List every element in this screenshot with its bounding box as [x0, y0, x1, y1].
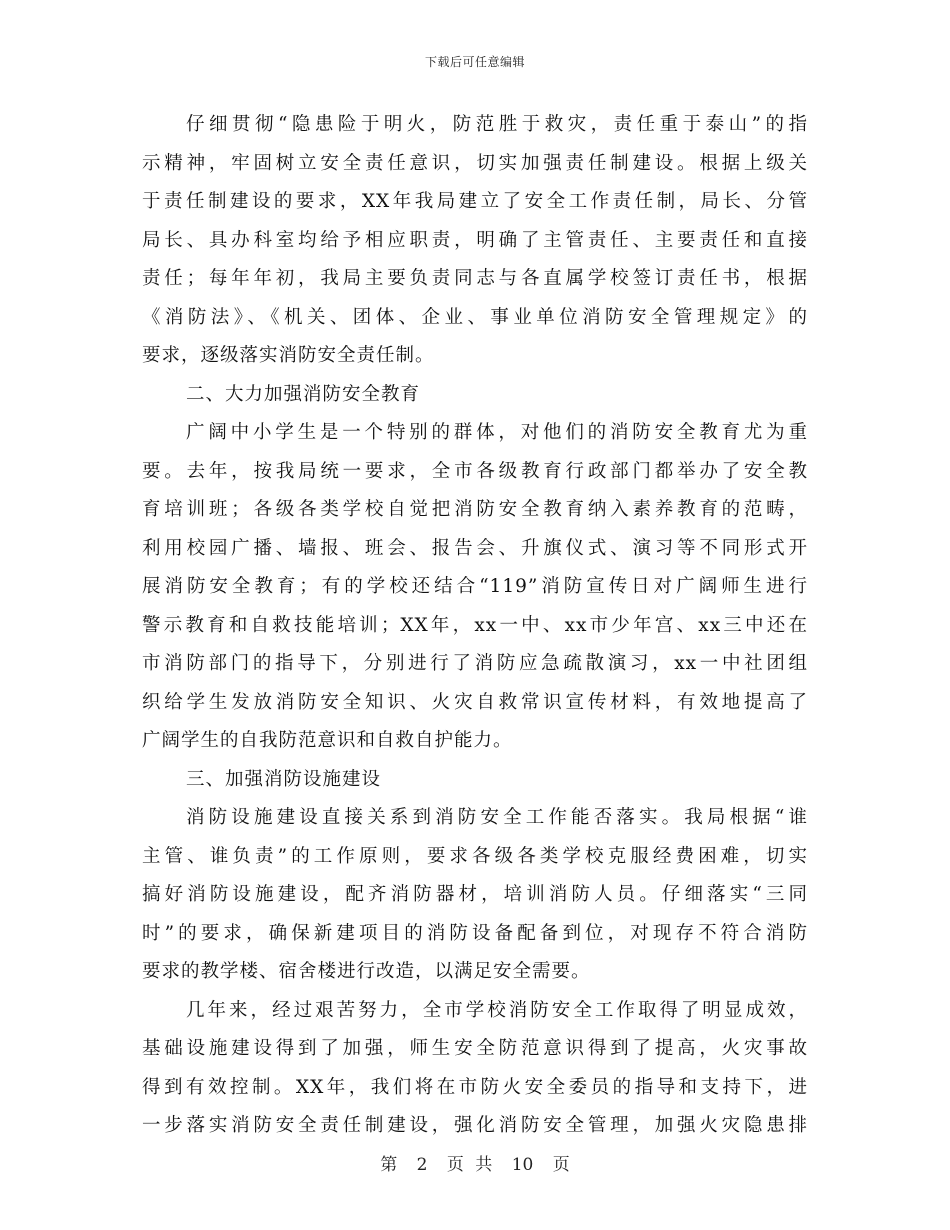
paragraph-line: 仔细贯彻“隐患险于明火，防范胜于救灾，责任重于泰山”的指 [186, 114, 808, 135]
paragraph-line: 要求，逐级落实消防安全责任制。 [142, 345, 435, 366]
paragraph-line: 主管、谁负责”的工作原则，要求各级各类学校克服经费困难，切实 [142, 845, 808, 867]
section-heading: 二、大力加强消防安全教育 [186, 383, 421, 405]
paragraph-line: 搞好消防设施建设，配齐消防器材，培训消防人员。仔细落实“三同 [142, 884, 808, 905]
current-page-number: 2 [416, 1155, 428, 1175]
paragraph-line: 展消防安全教育；有的学校还结合“119”消防宣传日对广阔师生进行 [142, 576, 808, 597]
footer-prefix: 第 [380, 1155, 398, 1175]
page-header [0, 53, 950, 70]
paragraph-line: 责任；每年年初，我局主要负责同志与各直属学校签订责任书，根据 [142, 268, 808, 289]
paragraph-line: 要求的教学楼、宿舍楼进行改造，以满足安全需要。 [142, 961, 591, 982]
paragraph-line: 时”的要求，确保新建项目的消防设备配备到位，对现存不符合消防 [142, 922, 808, 944]
page-footer [0, 1150, 950, 1175]
paragraph-line: 局长、具办科室均给予相应职责，明确了主管责任、主要责任和直接 [142, 229, 808, 251]
paragraph-line: 得到有效控制。XX年，我们将在市防火安全委员的指导和支持下，进 [142, 1076, 808, 1098]
section-heading: 三、加强消防设施建设 [186, 768, 382, 790]
paragraph-line: 基础设施建设得到了加强，师生安全防范意识得到了提高，火灾事故 [142, 1038, 808, 1059]
paragraph-line: 广阔中小学生是一个特别的群体，对他们的消防安全教育尤为重 [186, 422, 808, 443]
paragraph-line: 于责任制建设的要求，XX年我局建立了安全工作责任制，局长、分管 [142, 191, 808, 212]
paragraph-line: 消防设施建设直接关系到消防安全工作能否落实。我局根据“谁 [186, 807, 808, 828]
paragraph-line: 利用校园广播、墙报、班会、报告会、升旗仪式、演习等不同形式开 [142, 537, 808, 559]
footer-middle: 页 共 [446, 1155, 493, 1175]
paragraph-line: 警示教育和自救技能培训；XX年，xx一中、xx市少年宫、xx三中还在 [142, 614, 808, 636]
paragraph-line: 广阔学生的自我防范意识和自救自护能力。 [142, 730, 513, 751]
paragraph-line: 育培训班；各级各类学校自觉把消防安全教育纳入素养教育的范畴， [142, 499, 808, 520]
paragraph-line: 几年来，经过艰苦努力，全市学校消防安全工作取得了明显成效， [186, 999, 808, 1021]
document-body [142, 106, 808, 1146]
total-page-count: 10 [511, 1155, 534, 1175]
paragraph-line: 市消防部门的指导下，分别进行了消防应急疏散演习，xx一中社团组 [142, 653, 808, 674]
footer-suffix: 页 [552, 1155, 570, 1175]
paragraph-line: 示精神，牢固树立安全责任意识，切实加强责任制建设。根据上级关 [142, 152, 808, 174]
paragraph-line: 织给学生发放消防安全知识、火灾自救常识宣传材料，有效地提高了 [142, 691, 808, 713]
paragraph-line: 《消防法》、《机关、团体、企业、事业单位消防安全管理规定》的 [142, 306, 808, 328]
paragraph-line: 要。去年，按我局统一要求，全市各级教育行政部门都举办了安全教 [142, 460, 808, 482]
paragraph-line: 一步落实消防安全责任制建设，强化消防安全管理，加强火灾隐患排 [142, 1115, 808, 1136]
page-header-text: 下载后可任意编辑 [424, 55, 525, 69]
